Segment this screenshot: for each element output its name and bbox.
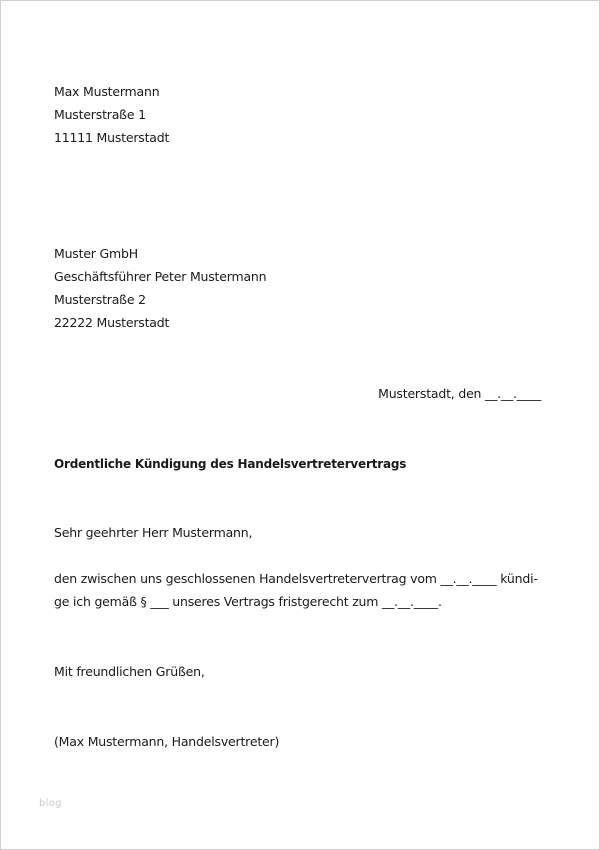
sender-street: Musterstraße 1 bbox=[54, 107, 146, 122]
sender-city: 11111 Musterstadt bbox=[54, 130, 170, 145]
watermark-text: blog bbox=[39, 798, 62, 809]
recipient-street: Musterstraße 2 bbox=[54, 292, 146, 307]
sender-name: Max Mustermann bbox=[54, 84, 160, 99]
body-line-1: den zwischen uns geschlossenen Handelsvertretervertrag vom __.__.____ kündi- bbox=[54, 571, 538, 586]
recipient-address bbox=[54, 246, 266, 338]
recipient-city: 22222 Musterstadt bbox=[54, 315, 170, 330]
body-line-2: ge ich gemäß § ___ unseres Vertrags fristgerecht zum __.__.____. bbox=[54, 594, 442, 609]
recipient-company: Muster GmbH bbox=[54, 246, 138, 261]
closing-phrase: Mit freundlichen Grüßen, bbox=[54, 664, 205, 679]
signature-line: (Max Mustermann, Handelsvertreter) bbox=[54, 734, 280, 749]
place-date-line: Musterstadt, den __.__.____ bbox=[378, 386, 541, 401]
sender-address bbox=[54, 84, 169, 153]
letter-subject: Ordentliche Kündigung des Handelsvertretervertrags bbox=[54, 457, 407, 471]
recipient-contact: Geschäftsführer Peter Mustermann bbox=[54, 269, 267, 284]
salutation: Sehr geehrter Herr Mustermann, bbox=[54, 525, 253, 540]
letter-body bbox=[54, 571, 544, 617]
